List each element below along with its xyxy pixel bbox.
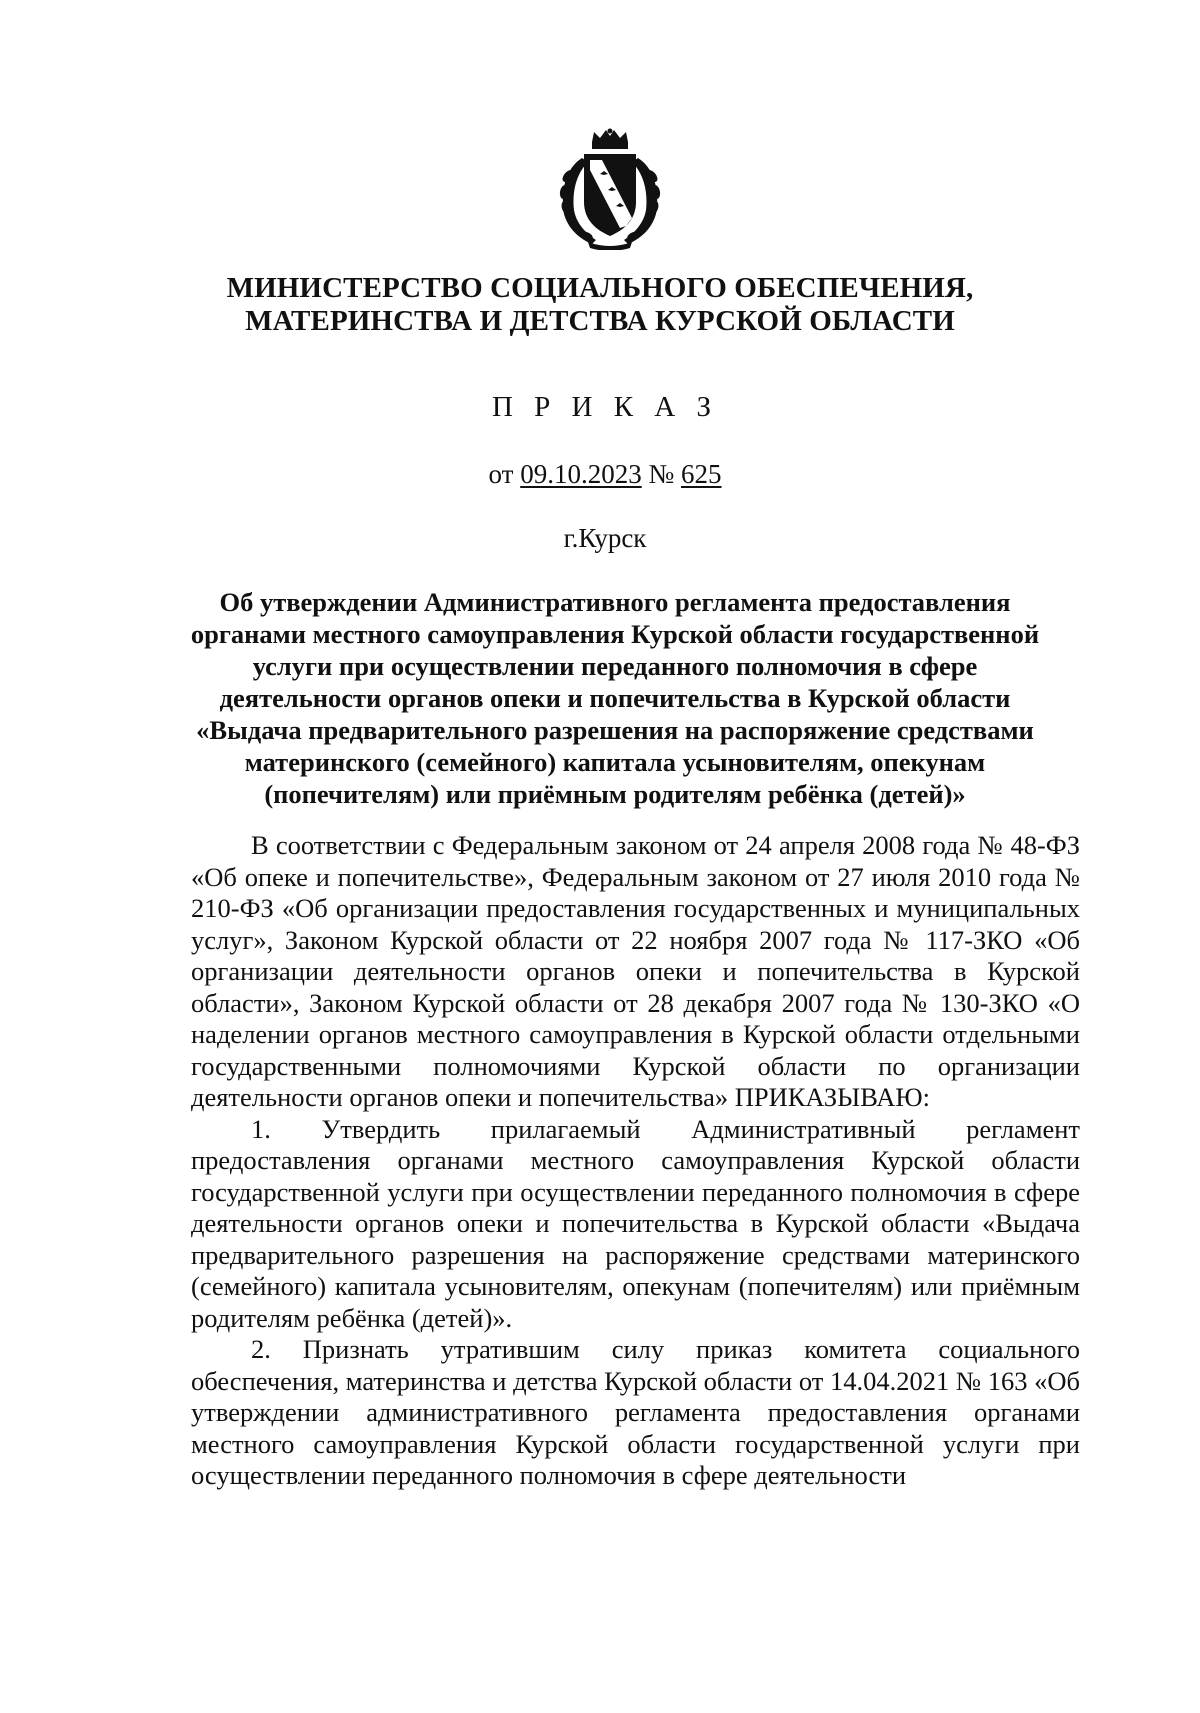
order-number-prefix: № [641,459,681,489]
order-title: П Р И К А З [491,391,719,423]
ministry-name [150,272,1050,338]
ministry-line-2: МАТЕРИНСТВА И ДЕТСТВА КУРСКОЙ ОБЛАСТИ [245,305,955,337]
order-number: 625 [680,459,722,489]
order-city: г.Курск [563,523,647,553]
subject-line: (попечителям) или приёмным родителям ребёнка (детей)» [264,779,966,809]
order-body [191,830,1080,1492]
order-date: 09.10.2023 [520,459,642,489]
body-paragraph-item-2: 2. Признать утратившим силу приказ комитета социального обеспечения, материнства и детства Курской области от 14.04.2021 № 163 «Об утверждении административного регламента предоставления органами местного самоуправления Курской области государственной услуги при осуществлении переданного полномочия в сфере деятельности [191,1334,1080,1490]
subject-line: деятельности органов опеки и попечительства в Курской области [219,683,1011,713]
subject-line: материнского (семейного) капитала усыновителям, опекунам [244,747,986,777]
body-paragraph-item-1: 1. Утвердить прилагаемый Административный регламент предоставления органами местного самоуправления Курской области государственной услуги при осуществлении переданного полномочия в сфере деятельности органов опеки и попечительства в Курской области «Выдача предварительного разрешения на распоряжение средствами материнского (семейного) капитала усыновителям, опекунам (попечителям) или приёмным родителям ребёнка (детей)». [191,1113,1080,1333]
order-date-line [150,458,1060,490]
subject-line: «Выдача предварительного разрешения на распоряжение средствами [196,715,1034,745]
order-subject [180,586,1050,810]
subject-line: услуги при осуществлении переданного полномочия в сфере [252,651,978,681]
kursk-coat-of-arms-icon [556,128,664,250]
subject-line: органами местного самоуправления Курской области государственной [190,619,1040,649]
body-paragraph-preamble: В соответствии с Федеральным законом от 24 апреля 2008 года № 48-ФЗ «Об опеке и попечительстве», Федеральным законом от 27 июля 2010 года № 210-ФЗ «Об организации предоставления государственных и муниципальных услуг», Законом Курской области от 22 ноября 2007 года № 117-ЗКО «Об организации деятельности органов опеки и попечительства в Курской области», Законом Курской области от 28 декабря 2007 года № 130-ЗКО «О наделении органов местного самоуправления в Курской области отдельными государственными полномочиями Курской области по организации деятельности органов опеки и попечительства» ПРИКАЗЫВАЮ: [191,830,1080,1112]
ministry-line-1: МИНИСТЕРСТВО СОЦИАЛЬНОГО ОБЕСПЕЧЕНИЯ, [226,272,974,304]
order-date-prefix: от [488,459,521,489]
subject-line: Об утверждении Административного регламента предоставления [219,587,1011,617]
